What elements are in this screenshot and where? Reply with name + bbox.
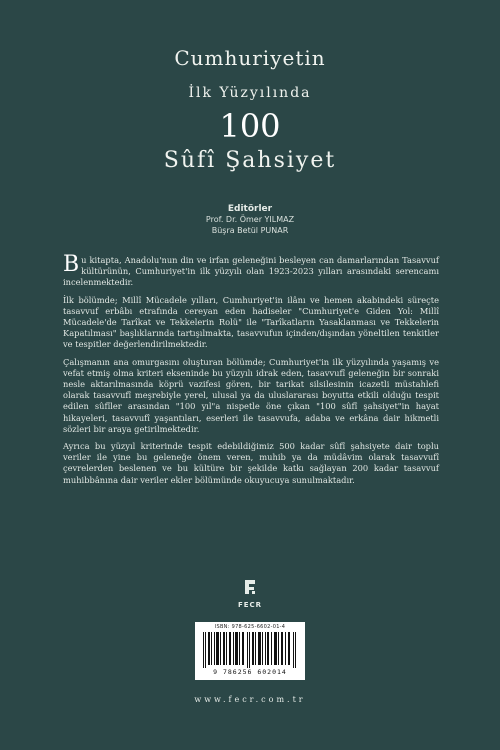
drop-cap: B: [63, 252, 80, 277]
title-line-4: Sûfî Şahsiyet: [163, 148, 337, 173]
isbn-number: ISBN: 978-625-6602-01-4: [214, 624, 286, 630]
title-line-2: İlk Yüzyılında: [188, 85, 312, 101]
barcode-bars: [203, 632, 297, 668]
editors-label: Editörler: [227, 204, 273, 214]
editors-block: [0, 204, 500, 236]
publisher-logo: [0, 578, 500, 609]
book-title: [0, 46, 500, 174]
blurb-paragraph: [63, 252, 439, 289]
blurb-paragraph-text: u kitapta, Anadolu'nun din ve irfan geleneğini besleyen can damarlarından Tasavvuf kültürünün, Cumhuriyet'in ilk yüzyılı olan 1923-2023 yılları arasındaki serencamı incelenmektedir.: [63, 255, 439, 288]
blurb-paragraph: İlk bölümde; Millî Mücadele yılları, Cumhuriyet'in ilânı ve hemen akabindeki süreçte tasavvuf erbâbı etrafında cereyan eden hadiseler "Cumhuriyet'e Giden Yol: Millî Mücadele'de Tarîkat ve Tekkelerin Rolü" ile "Tarîkatların Yasaklanması ve Tekkelerin Kapatılması" başlıklarında tartışılmakta, tasavvufun içinden/dışından yöneltilen tenkitler ve tespitler değerlendirilmektedir.: [63, 294, 439, 350]
editor-name: Prof. Dr. Ömer YILMAZ: [205, 215, 295, 224]
barcode-digits: 9 786256 602014: [213, 668, 287, 676]
blurb-paragraph: Ayrıca bu yüzyıl kriterinde tespit edebildiğimiz 500 kadar sûfî şahsiyete dair toplu veriler ile yine bu geleneğe önem veren, muhib ya da müdâvim olarak tasavvufî çevrelerden beslenen ve bu kültüre bir şekilde katkı sağlayan 200 kadar tasavvuf muhibbânına dair veriler ekler bölümünde okuyucuya sunulmaktadır.: [63, 441, 439, 485]
publisher-url: www.fecr.com.tr: [194, 695, 306, 704]
barcode: [195, 622, 305, 680]
editor-name: Büşra Betül PUNAR: [211, 226, 289, 235]
title-line-3: 100: [219, 107, 281, 145]
publisher-name: FECR: [237, 601, 263, 609]
fecr-logo-icon: [242, 578, 258, 600]
blurb-text: [63, 252, 439, 492]
blurb-paragraph: Çalışmanın ana omurgasını oluşturan bölümde; Cumhuriyet'in ilk yüzyılında yaşamış ve vefat etmiş olma kriteri ekseninde bu yüzyılı idrak eden, tasavvufî geleneğin bir sonraki nesle aktarılmasında köprü vazifesi gören, bir tarikat silsilesinin icazetli müstahlefi olarak tasavvufî meşrebiyle yerel, ulusal ya da uluslararası boyutta etkili olduğu tespit edilen sûfîler arasından "100 yıl"a nispetle öne çıkan "100 sûfî şahsiyet"in hayat hikayeleri, tasavvufî yaşantıları, eserleri ile tasavvufa, adaba ve erkâna dair hikmetli sözleri bir araya getirilmektedir.: [63, 356, 439, 434]
title-line-1: Cumhuriyetin: [174, 46, 326, 70]
